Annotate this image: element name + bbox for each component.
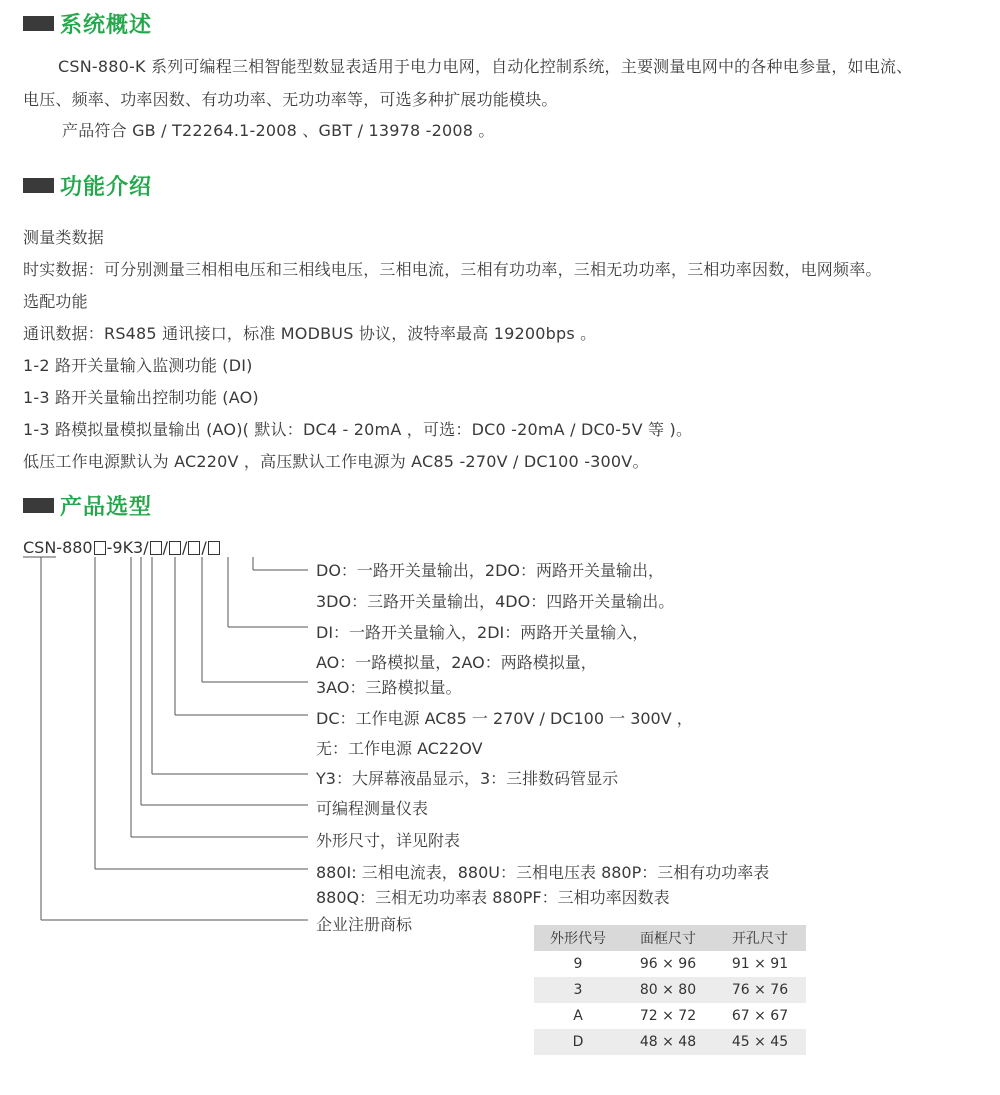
section-title: 功能介绍: [60, 174, 153, 200]
model-code-sep: /: [162, 538, 169, 557]
model-code-sep: /: [182, 538, 188, 557]
selection-desc: 外形尺寸，详见附表: [316, 831, 461, 850]
selection-desc: DI：一路开关量输入，2DI：两路开关量输入，: [316, 623, 649, 642]
overview-paragraph-line2: 电压、频率、功率因数、有功功率、无功功率等，可选多种扩展功能模块。: [23, 90, 558, 109]
table-cell: 80 × 80: [622, 977, 714, 1003]
model-code-prefix: CSN-880: [23, 538, 93, 557]
selection-desc: 3DO：三路开关量输出，4DO：四路开关量输出。: [316, 592, 675, 611]
feature-line: 时实数据：可分别测量三相相电压和三相线电压，三相电流，三相有功功率，三相无功功率，三相功率因数，电网频率。: [23, 260, 882, 279]
table-cell: 45 × 45: [714, 1029, 806, 1055]
selection-desc: DO：一路开关量输出，2DO：两路开关量输出，: [316, 561, 665, 580]
section-title: 系统概述: [60, 12, 153, 38]
selection-desc: 3AO：三路模拟量。: [316, 678, 462, 697]
table-header-cell: 开孔尺寸: [714, 925, 806, 951]
feature-line: 通讯数据：RS485 通讯接口，标准 MODBUS 协议，波特率最高 19200bps 。: [23, 324, 597, 343]
model-code-sep: /: [201, 538, 207, 557]
feature-line: 选配功能: [23, 292, 88, 311]
table-cell: 9: [573, 956, 583, 972]
table-row: [534, 951, 806, 977]
model-code-mid: -9K3/: [106, 538, 149, 557]
table-header-row: [534, 925, 806, 951]
table-cell: 96 × 96: [639, 956, 697, 972]
table-cell: 72 × 72: [639, 1008, 697, 1024]
selection-desc: DC：工作电源 AC85 一 270V / DC100 一 300V ，: [316, 709, 693, 728]
table-cell: 48 × 48: [622, 1029, 714, 1055]
selection-desc: 880Q：三相无功功率表 880PF：三相功率因数表: [316, 888, 670, 907]
overview-standards: 产品符合 GB / T22264.1-2008 、GBT / 13978 -2008 。: [62, 121, 495, 140]
table-cell: 76 × 76: [714, 977, 806, 1003]
selection-desc: 无：工作电源 AC22OV: [316, 739, 483, 758]
selection-desc: 可编程测量仪表: [316, 799, 429, 818]
feature-line: 测量类数据: [23, 228, 105, 247]
section-title: 产品选型: [60, 494, 153, 520]
table-row: [534, 1003, 806, 1029]
feature-line: 1-3 路开关量输出控制功能 (AO): [23, 388, 259, 407]
overview-paragraph-line1: CSN-880-K 系列可编程三相智能型数显表适用于电力电网，自动化控制系统，主要测量电网中的各种电参量，如电流、: [58, 57, 913, 76]
table-cell: A: [573, 1008, 583, 1024]
table-cell: 67 × 67: [731, 1008, 789, 1024]
table-header-cell: 面框尺寸: [622, 925, 714, 951]
feature-line: 低压工作电源默认为 AC220V ，高压默认工作电源为 AC85 -270V / DC100 -300V。: [23, 452, 649, 471]
table-header-cell: 外形代号: [534, 925, 622, 951]
selection-desc: 企业注册商标: [316, 915, 413, 934]
feature-line: 1-3 路模拟量模拟量输出 (AO)( 默认：DC4 - 20mA ，可选：DC0 -20mA / DC0-5V 等 )。: [23, 420, 693, 439]
table-cell: 91 × 91: [731, 956, 789, 972]
table-cell: D: [534, 1029, 622, 1055]
selection-desc: Y3：大屏幕液晶显示，3：三排数码管显示: [316, 769, 619, 788]
table-row: [534, 1029, 806, 1055]
feature-line: 1-2 路开关量输入监测功能 (DI): [23, 356, 253, 375]
selection-desc: 880I: 三相电流表，880U：三相电压表 880P：三相有功功率表: [316, 863, 770, 882]
table-row: [534, 977, 806, 1003]
table-cell: 3: [534, 977, 622, 1003]
dimension-table: [534, 925, 806, 1055]
selection-desc: AO：一路模拟量，2AO：两路模拟量，: [316, 653, 597, 672]
